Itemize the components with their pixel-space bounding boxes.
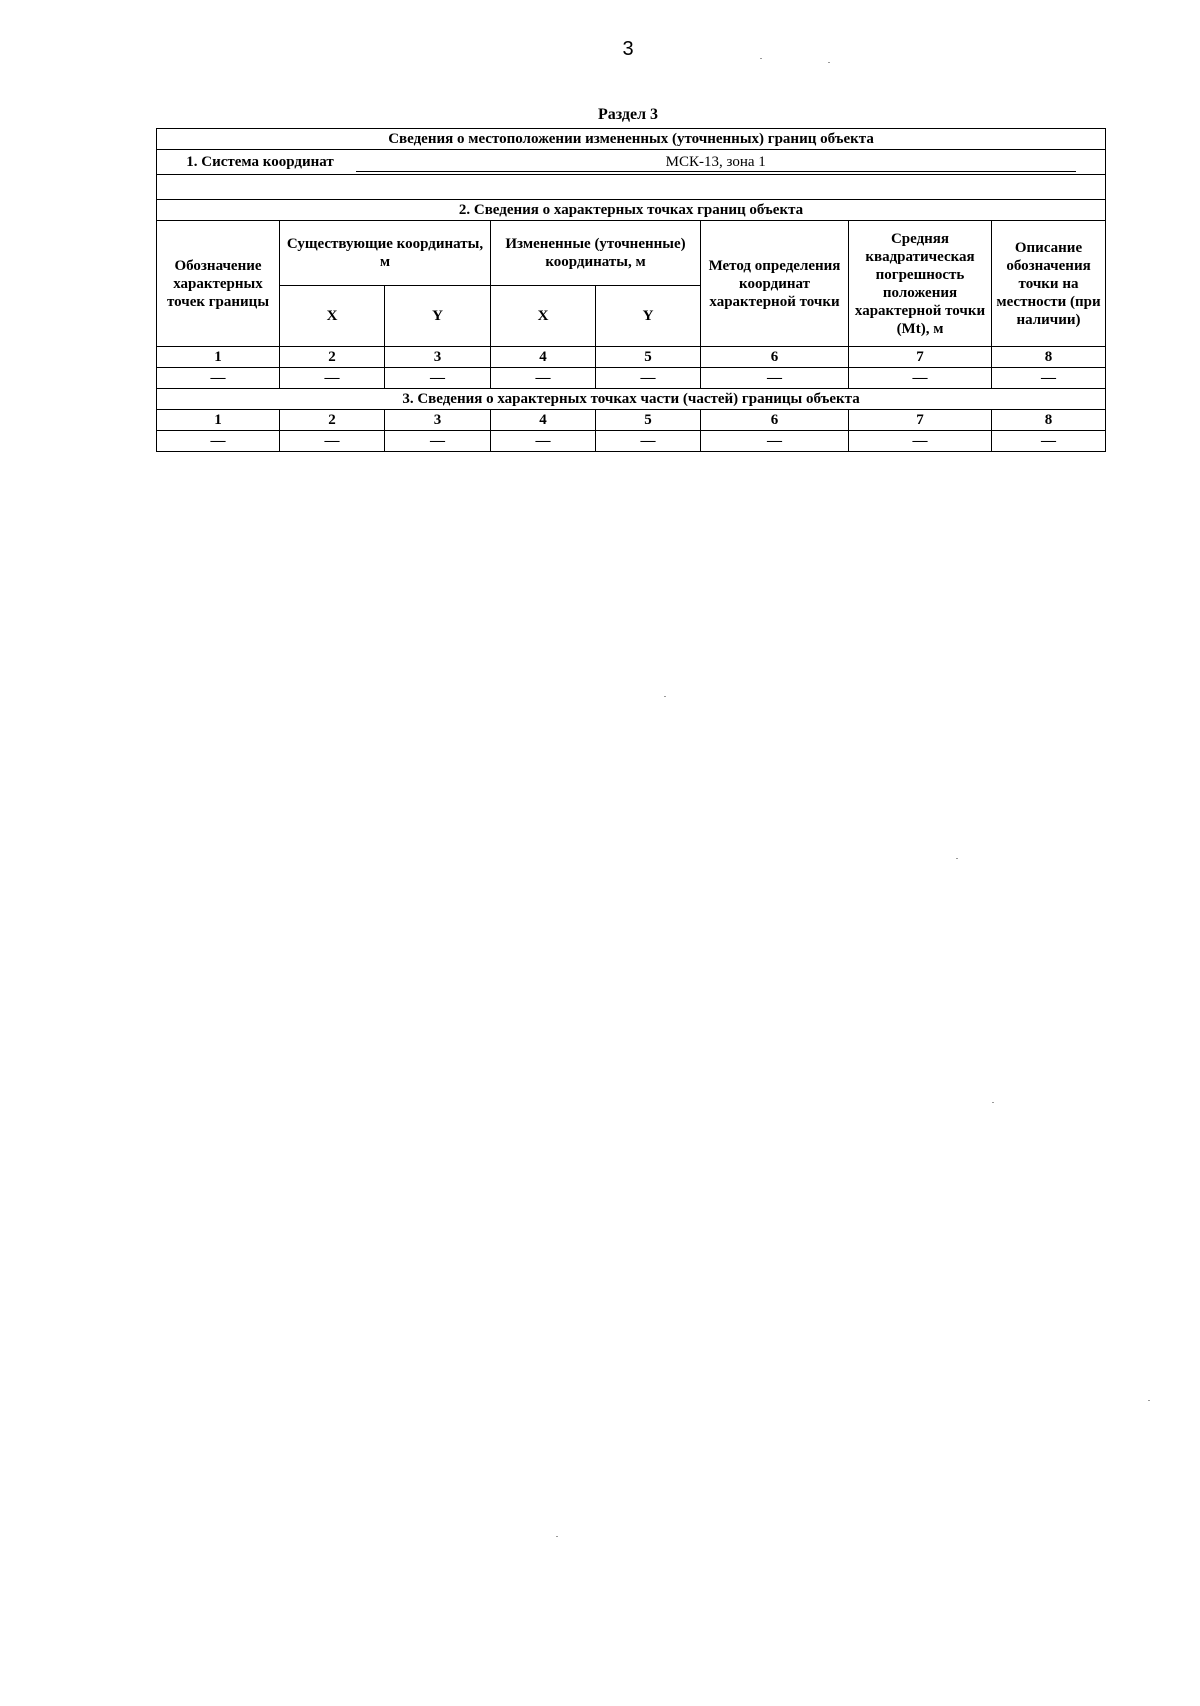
table-cell: —: [491, 431, 596, 452]
coordinate-system-label: 1. Система координат: [186, 153, 334, 170]
column-number-row: [157, 410, 1106, 431]
scan-speck: [828, 62, 830, 63]
column-number: 2: [280, 347, 385, 368]
boundary-table: [156, 128, 1106, 452]
header-changed-x: X: [491, 286, 596, 347]
scan-speck: [956, 858, 958, 859]
coordinate-system-row: [157, 150, 1106, 175]
table-cell: —: [491, 368, 596, 389]
table-cell: —: [849, 431, 992, 452]
section-title: Раздел 3: [597, 106, 659, 123]
header-existing-x: X: [280, 286, 385, 347]
subsection3-title: 3. Сведения о характерных точках части (частей) границы объекта: [157, 389, 1106, 410]
column-number: 5: [596, 410, 701, 431]
scan-speck: [556, 1536, 558, 1537]
header-method: Метод определения координат характерной точки: [701, 221, 849, 347]
header-changed-coordinates: Измененные (уточненные) координаты, м: [491, 221, 701, 286]
column-number: 2: [280, 410, 385, 431]
table-cell: —: [849, 368, 992, 389]
blank-row: [157, 175, 1106, 200]
column-number: 6: [701, 347, 849, 368]
header-error: Средняя квадратическая погрешность положения характерной точки (Mt), м: [849, 221, 992, 347]
table-cell: —: [280, 431, 385, 452]
header-existing-coordinates: Существующие координаты, м: [280, 221, 491, 286]
table-row: [157, 431, 1106, 452]
column-number: 4: [491, 347, 596, 368]
table-cell: —: [701, 368, 849, 389]
header-description: Описание обозначения точки на местности (при наличии): [992, 221, 1106, 347]
table-cell: —: [596, 431, 701, 452]
column-number: 4: [491, 410, 596, 431]
table-cell: —: [992, 368, 1106, 389]
scan-speck: [992, 1102, 994, 1103]
column-number: 8: [992, 347, 1106, 368]
scan-speck: [664, 696, 666, 697]
column-number: 3: [385, 347, 491, 368]
column-number: 1: [157, 410, 280, 431]
table-cell: —: [385, 368, 491, 389]
table-cell: —: [596, 368, 701, 389]
scan-speck: [1148, 1400, 1150, 1401]
column-number: 8: [992, 410, 1106, 431]
column-number: 3: [385, 410, 491, 431]
column-number: 7: [849, 410, 992, 431]
table-cell: —: [157, 368, 280, 389]
table-cell: —: [385, 431, 491, 452]
table-cell: —: [701, 431, 849, 452]
table-title: Сведения о местоположении измененных (уточненных) границ объекта: [157, 129, 1106, 150]
header-existing-y: Y: [385, 286, 491, 347]
column-number-row: [157, 347, 1106, 368]
page-number: 3: [622, 38, 634, 60]
column-number: 7: [849, 347, 992, 368]
table-cell: —: [992, 431, 1106, 452]
column-number: 6: [701, 410, 849, 431]
column-number: 5: [596, 347, 701, 368]
coordinate-system-value: МСК-13, зона 1: [356, 153, 1076, 172]
table-row: [157, 368, 1106, 389]
subsection2-title: 2. Сведения о характерных точках границ объекта: [157, 200, 1106, 221]
column-number: 1: [157, 347, 280, 368]
scan-speck: [760, 58, 762, 59]
table-cell: —: [280, 368, 385, 389]
header-changed-y: Y: [596, 286, 701, 347]
table-cell: —: [157, 431, 280, 452]
header-designation: Обозначение характерных точек границы: [157, 221, 280, 347]
